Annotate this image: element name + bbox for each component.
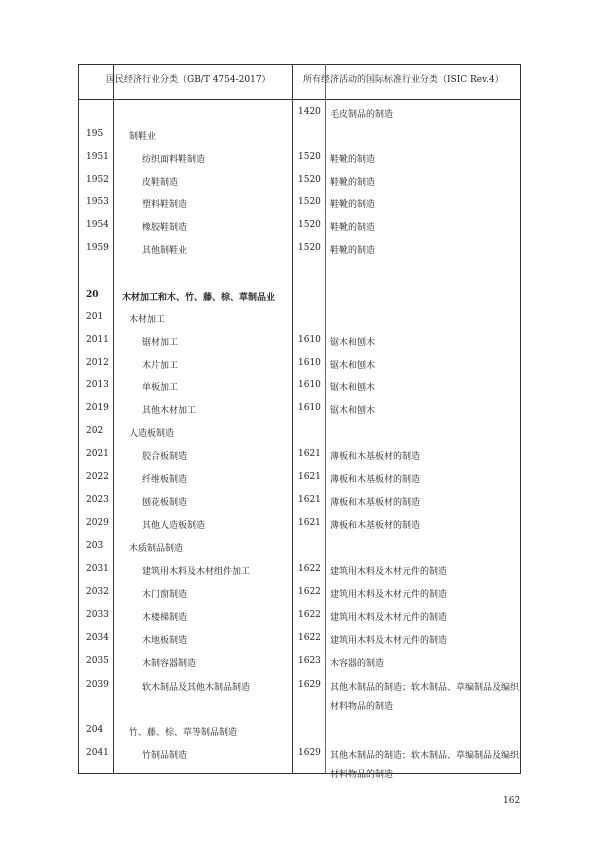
isic-code: 1621 <box>298 495 321 505</box>
isic-name: 建筑用木料及木材元件的制造 <box>330 567 448 577</box>
table-row <box>0 129 600 143</box>
gbt-name: 木制容器制造 <box>142 659 197 669</box>
isic-name: 薄板和木基板材的制造 <box>330 498 421 508</box>
isic-name: 鞋靴的制造 <box>330 200 376 210</box>
gbt-code: 2031 <box>86 564 109 574</box>
isic-code: 1622 <box>298 610 321 620</box>
isic-code: 1520 <box>298 243 321 253</box>
isic-code: 1610 <box>298 380 321 390</box>
gbt-code: 2013 <box>86 380 109 390</box>
gbt-name: 木楼梯制造 <box>142 613 188 623</box>
isic-name: 锯木和刨木 <box>330 361 376 371</box>
gbt-code: 2023 <box>86 495 109 505</box>
gbt-code: 2019 <box>86 403 109 413</box>
gbt-code: 20 <box>86 290 99 300</box>
isic-code: 1622 <box>298 564 321 574</box>
gbt-name: 建筑用木料及木材组件加工 <box>142 567 251 577</box>
gbt-code: 1951 <box>86 152 109 162</box>
gbt-name: 竹制品制造 <box>142 751 188 761</box>
isic-name: 薄板和木基板材的制造 <box>330 521 421 531</box>
isic-code: 1420 <box>298 107 321 117</box>
table-row <box>0 380 600 394</box>
table-row <box>0 633 600 647</box>
table-row <box>0 587 600 601</box>
table-row <box>0 680 600 712</box>
table-row <box>0 335 600 349</box>
isic-name: 鞋靴的制造 <box>330 155 376 165</box>
gbt-name: 木片加工 <box>142 361 179 371</box>
gbt-code: 1952 <box>86 175 109 185</box>
gbt-name: 木质制品制造 <box>129 544 184 554</box>
header-gbt: 国民经济行业分类（GB/T 4754-2017） <box>106 75 271 85</box>
gbt-name: 其他木材加工 <box>142 406 197 416</box>
isic-code: 1610 <box>298 335 321 345</box>
gbt-name: 皮鞋制造 <box>142 178 179 188</box>
isic-name: 鞋靴的制造 <box>330 223 376 233</box>
gbt-name: 纺织面料鞋制造 <box>142 155 206 165</box>
gbt-name: 竹、藤、棕、草等制品制造 <box>129 728 238 738</box>
gbt-name: 其他制鞋业 <box>142 246 188 256</box>
gbt-name: 其他人造板制造 <box>142 521 206 531</box>
gbt-name: 纤维板制造 <box>142 475 188 485</box>
gbt-code: 2032 <box>86 587 109 597</box>
gbt-code: 2034 <box>86 633 109 643</box>
isic-name: 毛皮制品的制造 <box>330 110 394 120</box>
isic-code: 1623 <box>298 656 321 666</box>
table-row <box>0 243 600 257</box>
gbt-code: 1953 <box>86 197 109 207</box>
header-divider <box>78 99 521 100</box>
gbt-code: 1954 <box>86 220 109 230</box>
table-row <box>0 541 600 555</box>
gbt-code: 2039 <box>86 680 109 690</box>
isic-name: 建筑用木料及木材元件的制造 <box>330 590 448 600</box>
gbt-name: 木材加工和木、竹、藤、棕、草制品业 <box>122 293 276 303</box>
isic-code: 1610 <box>298 358 321 368</box>
isic-name: 建筑用木料及木材元件的制造 <box>330 636 448 646</box>
isic-name: 锯木和刨木 <box>330 406 376 416</box>
table-row <box>0 748 600 780</box>
table-row <box>0 107 600 121</box>
gbt-code: 201 <box>86 312 104 322</box>
isic-name: 其他木制品的制造；软木制品、草编制品及编织 <box>330 683 520 693</box>
table-row <box>0 472 600 486</box>
isic-code: 1520 <box>298 197 321 207</box>
header-isic: 所有经济活动的国际标准行业分类（ISIC Rev.4） <box>303 75 504 85</box>
table-row <box>0 175 600 189</box>
gbt-code: 203 <box>86 541 104 551</box>
isic-name: 锯木和刨木 <box>330 338 376 348</box>
table-row <box>0 220 600 234</box>
isic-code: 1629 <box>298 748 321 758</box>
table-row <box>0 358 600 372</box>
isic-code: 1520 <box>298 175 321 185</box>
gbt-name: 锯材加工 <box>142 338 179 348</box>
table-row <box>0 197 600 211</box>
table-row <box>0 290 600 304</box>
gbt-name: 橡胶鞋制造 <box>142 223 188 233</box>
isic-name: 其他木制品的制造；软木制品、草编制品及编织 <box>330 751 520 761</box>
gbt-code: 202 <box>86 426 104 436</box>
isic-name-continued: 材料物品的制造 <box>330 702 394 712</box>
isic-code: 1622 <box>298 633 321 643</box>
page-number: 162 <box>503 796 521 806</box>
gbt-code: 2033 <box>86 610 109 620</box>
gbt-name: 木地板制造 <box>142 636 188 646</box>
isic-name: 薄板和木基板材的制造 <box>330 452 421 462</box>
gbt-name: 软木制品及其他木制品制造 <box>142 683 251 693</box>
isic-code: 1610 <box>298 403 321 413</box>
isic-name: 锯木和刨木 <box>330 383 376 393</box>
gbt-code: 2035 <box>86 656 109 666</box>
gbt-code: 2029 <box>86 518 109 528</box>
table-row <box>0 564 600 578</box>
isic-code: 1622 <box>298 587 321 597</box>
table-row <box>0 403 600 417</box>
isic-code: 1621 <box>298 472 321 482</box>
table-row <box>0 312 600 326</box>
gbt-name: 单板加工 <box>142 383 179 393</box>
gbt-code: 195 <box>86 129 104 139</box>
gbt-code: 2022 <box>86 472 109 482</box>
gbt-name: 木门窗制造 <box>142 590 188 600</box>
table-row <box>0 656 600 670</box>
table-row <box>0 518 600 532</box>
table-row <box>0 610 600 624</box>
table-row <box>0 152 600 166</box>
gbt-name: 胶合板制造 <box>142 452 188 462</box>
gbt-name: 木材加工 <box>129 315 166 325</box>
table-row <box>0 449 600 463</box>
gbt-name: 刨花板制造 <box>142 498 188 508</box>
table-row <box>0 495 600 509</box>
gbt-name: 制鞋业 <box>129 132 157 142</box>
gbt-code: 204 <box>86 725 104 735</box>
gbt-code: 2021 <box>86 449 109 459</box>
gbt-code: 2011 <box>86 335 109 345</box>
table-row <box>0 426 600 440</box>
gbt-code: 2012 <box>86 358 109 368</box>
isic-name: 建筑用木料及木材元件的制造 <box>330 613 448 623</box>
isic-name-continued: 材料物品的制造 <box>330 770 394 780</box>
isic-code: 1520 <box>298 220 321 230</box>
isic-code: 1629 <box>298 680 321 690</box>
isic-name: 木容器的制造 <box>330 659 385 669</box>
isic-code: 1621 <box>298 518 321 528</box>
isic-code: 1520 <box>298 152 321 162</box>
isic-name: 薄板和木基板材的制造 <box>330 475 421 485</box>
isic-name: 鞋靴的制造 <box>330 178 376 188</box>
gbt-name: 塑料鞋制造 <box>142 200 188 210</box>
gbt-name: 人造板制造 <box>129 429 175 439</box>
isic-name: 鞋靴的制造 <box>330 246 376 256</box>
isic-code: 1621 <box>298 449 321 459</box>
gbt-code: 2041 <box>86 748 109 758</box>
table-row <box>0 725 600 739</box>
gbt-code: 1959 <box>86 243 109 253</box>
